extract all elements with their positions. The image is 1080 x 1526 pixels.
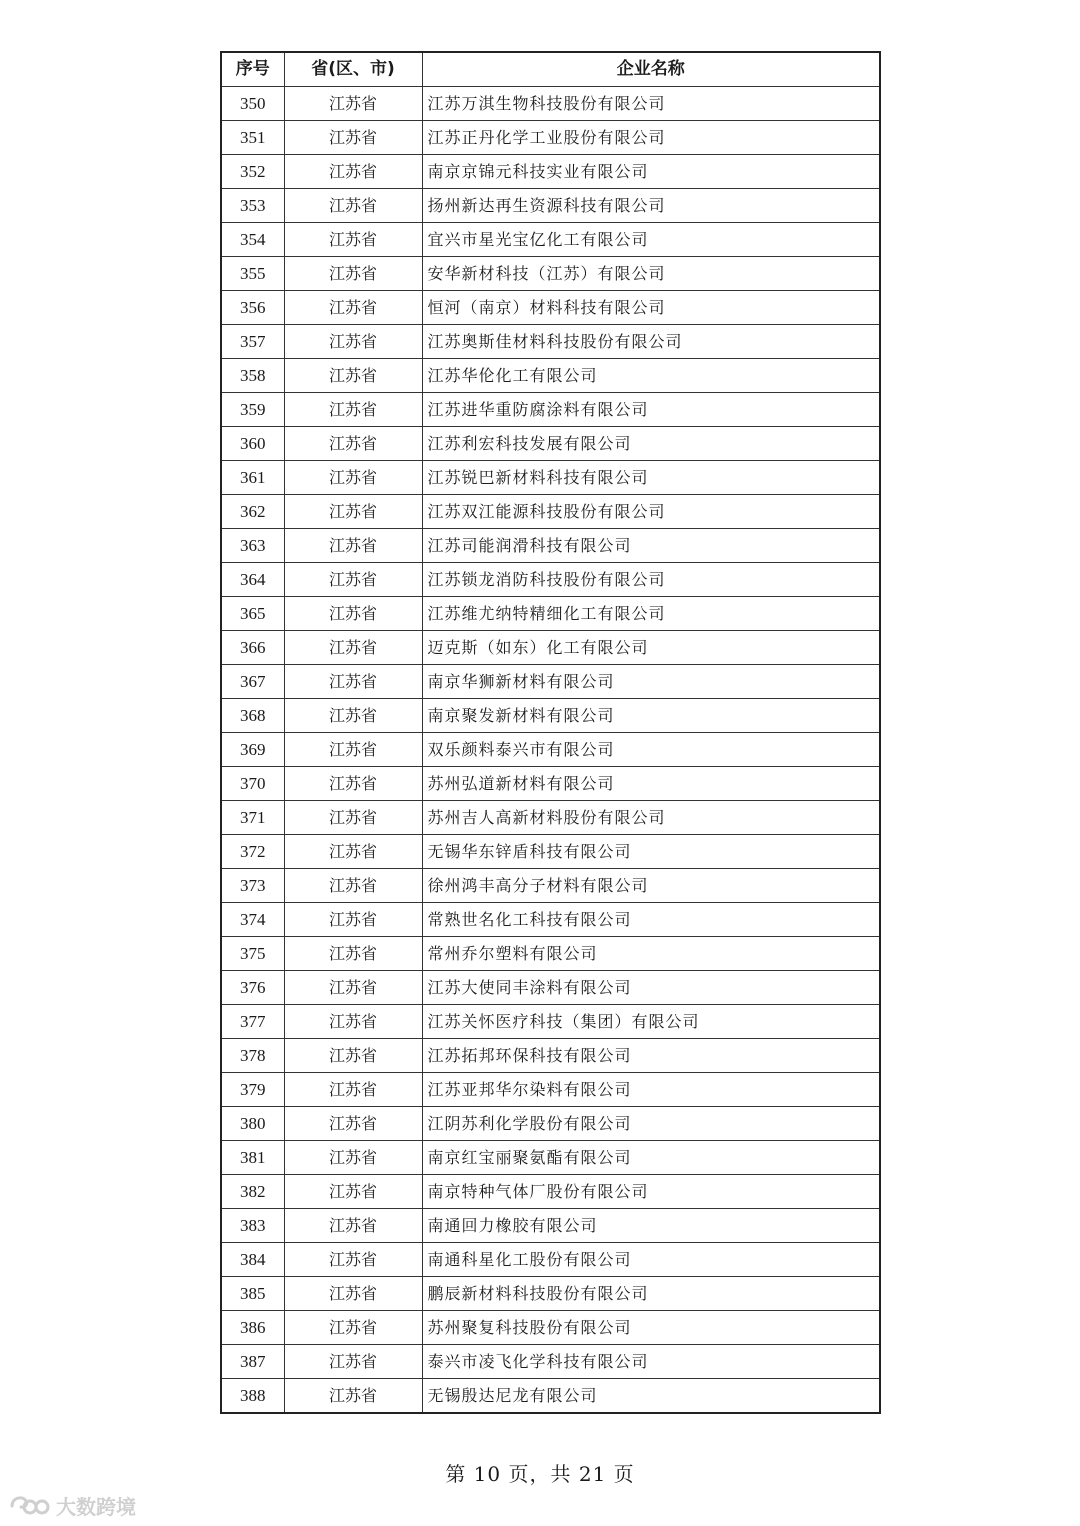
cell-serial-number: 352 — [221, 155, 284, 189]
cell-province: 江苏省 — [284, 835, 422, 869]
table-row — [221, 393, 880, 427]
cell-serial-number: 353 — [221, 189, 284, 223]
cell-company-name: 南京聚发新材料有限公司 — [422, 699, 880, 733]
cell-serial-number: 377 — [221, 1005, 284, 1039]
page-number-footer: 第 10 页，共 21 页 — [445, 1462, 635, 1486]
cell-serial-number: 355 — [221, 257, 284, 291]
cell-serial-number: 359 — [221, 393, 284, 427]
cell-province: 江苏省 — [284, 393, 422, 427]
cell-company-name: 泰兴市凌飞化学科技有限公司 — [422, 1345, 880, 1379]
table-row — [221, 1277, 880, 1311]
cell-serial-number: 379 — [221, 1073, 284, 1107]
cell-province: 江苏省 — [284, 903, 422, 937]
weibo-style-logo-icon — [8, 1492, 50, 1518]
cell-province: 江苏省 — [284, 1141, 422, 1175]
cell-serial-number: 368 — [221, 699, 284, 733]
cell-serial-number: 370 — [221, 767, 284, 801]
company-list-table-container — [220, 51, 879, 1414]
table-row — [221, 121, 880, 155]
cell-company-name: 安华新材科技（江苏）有限公司 — [422, 257, 880, 291]
cell-province: 江苏省 — [284, 1073, 422, 1107]
table-row — [221, 801, 880, 835]
cell-company-name: 鹏辰新材料科技股份有限公司 — [422, 1277, 880, 1311]
cell-province: 江苏省 — [284, 325, 422, 359]
table-row — [221, 495, 880, 529]
table-row — [221, 359, 880, 393]
table-row — [221, 597, 880, 631]
table-row — [221, 971, 880, 1005]
cell-serial-number: 380 — [221, 1107, 284, 1141]
cell-serial-number: 388 — [221, 1379, 284, 1414]
cell-serial-number: 374 — [221, 903, 284, 937]
table-row — [221, 87, 880, 121]
cell-province: 江苏省 — [284, 1107, 422, 1141]
table-row — [221, 257, 880, 291]
cell-company-name: 江苏锐巴新材料科技有限公司 — [422, 461, 880, 495]
cell-serial-number: 361 — [221, 461, 284, 495]
header-province: 省(区、市) — [284, 52, 422, 87]
cell-company-name: 江苏万淇生物科技股份有限公司 — [422, 87, 880, 121]
cell-province: 江苏省 — [284, 665, 422, 699]
cell-company-name: 常州乔尔塑料有限公司 — [422, 937, 880, 971]
cell-company-name: 扬州新达再生资源科技有限公司 — [422, 189, 880, 223]
table-header — [221, 52, 880, 87]
table-row — [221, 937, 880, 971]
watermark — [8, 1490, 136, 1520]
table-row — [221, 1209, 880, 1243]
cell-serial-number: 371 — [221, 801, 284, 835]
table-row — [221, 461, 880, 495]
cell-province: 江苏省 — [284, 495, 422, 529]
table-row — [221, 1311, 880, 1345]
table-row — [221, 733, 880, 767]
table-row — [221, 1243, 880, 1277]
cell-province: 江苏省 — [284, 155, 422, 189]
company-list-table — [220, 51, 881, 1414]
cell-serial-number: 381 — [221, 1141, 284, 1175]
cell-province: 江苏省 — [284, 87, 422, 121]
cell-serial-number: 354 — [221, 223, 284, 257]
cell-company-name: 江苏双江能源科技股份有限公司 — [422, 495, 880, 529]
table-row — [221, 631, 880, 665]
cell-serial-number: 373 — [221, 869, 284, 903]
cell-company-name: 江苏维尤纳特精细化工有限公司 — [422, 597, 880, 631]
cell-province: 江苏省 — [284, 1209, 422, 1243]
cell-province: 江苏省 — [284, 257, 422, 291]
cell-company-name: 江苏亚邦华尔染料有限公司 — [422, 1073, 880, 1107]
table-row — [221, 155, 880, 189]
cell-company-name: 双乐颜料泰兴市有限公司 — [422, 733, 880, 767]
cell-serial-number: 376 — [221, 971, 284, 1005]
cell-province: 江苏省 — [284, 291, 422, 325]
table-row — [221, 1107, 880, 1141]
table-row — [221, 1345, 880, 1379]
cell-company-name: 江苏进华重防腐涂料有限公司 — [422, 393, 880, 427]
cell-serial-number: 365 — [221, 597, 284, 631]
cell-province: 江苏省 — [284, 121, 422, 155]
cell-company-name: 苏州吉人高新材料股份有限公司 — [422, 801, 880, 835]
cell-company-name: 无锡华东锌盾科技有限公司 — [422, 835, 880, 869]
cell-company-name: 江苏华伦化工有限公司 — [422, 359, 880, 393]
table-row — [221, 1073, 880, 1107]
cell-company-name: 南通回力橡胶有限公司 — [422, 1209, 880, 1243]
cell-serial-number: 363 — [221, 529, 284, 563]
table-row — [221, 189, 880, 223]
cell-company-name: 江苏正丹化学工业股份有限公司 — [422, 121, 880, 155]
cell-serial-number: 378 — [221, 1039, 284, 1073]
cell-serial-number: 382 — [221, 1175, 284, 1209]
cell-company-name: 苏州聚复科技股份有限公司 — [422, 1311, 880, 1345]
cell-serial-number: 387 — [221, 1345, 284, 1379]
cell-province: 江苏省 — [284, 767, 422, 801]
table-row — [221, 325, 880, 359]
cell-company-name: 恒河（南京）材料科技有限公司 — [422, 291, 880, 325]
cell-company-name: 南通科星化工股份有限公司 — [422, 1243, 880, 1277]
cell-serial-number: 350 — [221, 87, 284, 121]
cell-province: 江苏省 — [284, 1379, 422, 1414]
cell-province: 江苏省 — [284, 869, 422, 903]
cell-province: 江苏省 — [284, 1175, 422, 1209]
cell-province: 江苏省 — [284, 801, 422, 835]
table-row — [221, 767, 880, 801]
cell-serial-number: 367 — [221, 665, 284, 699]
header-company-name: 企业名称 — [422, 52, 880, 87]
cell-company-name: 江苏锁龙消防科技股份有限公司 — [422, 563, 880, 597]
cell-company-name: 江苏拓邦环保科技有限公司 — [422, 1039, 880, 1073]
table-body — [221, 87, 880, 1414]
cell-province: 江苏省 — [284, 427, 422, 461]
table-row — [221, 1379, 880, 1414]
cell-province: 江苏省 — [284, 359, 422, 393]
cell-province: 江苏省 — [284, 971, 422, 1005]
table-row — [221, 427, 880, 461]
table-row — [221, 529, 880, 563]
table-row — [221, 835, 880, 869]
cell-company-name: 南京特种气体厂股份有限公司 — [422, 1175, 880, 1209]
cell-company-name: 江苏司能润滑科技有限公司 — [422, 529, 880, 563]
cell-serial-number: 366 — [221, 631, 284, 665]
cell-serial-number: 385 — [221, 1277, 284, 1311]
cell-company-name: 江阴苏利化学股份有限公司 — [422, 1107, 880, 1141]
cell-province: 江苏省 — [284, 1311, 422, 1345]
cell-company-name: 江苏大使同丰涂料有限公司 — [422, 971, 880, 1005]
table-row — [221, 869, 880, 903]
table-row — [221, 903, 880, 937]
cell-company-name: 苏州弘道新材料有限公司 — [422, 767, 880, 801]
table-row — [221, 563, 880, 597]
cell-province: 江苏省 — [284, 937, 422, 971]
header-serial-number: 序号 — [221, 52, 284, 87]
cell-serial-number: 364 — [221, 563, 284, 597]
cell-province: 江苏省 — [284, 529, 422, 563]
cell-province: 江苏省 — [284, 597, 422, 631]
cell-company-name: 江苏关怀医疗科技（集团）有限公司 — [422, 1005, 880, 1039]
table-row — [221, 1005, 880, 1039]
watermark-text: 大数跨境 — [56, 1494, 136, 1519]
cell-serial-number: 372 — [221, 835, 284, 869]
table-row — [221, 665, 880, 699]
cell-serial-number: 357 — [221, 325, 284, 359]
cell-serial-number: 384 — [221, 1243, 284, 1277]
cell-province: 江苏省 — [284, 631, 422, 665]
cell-province: 江苏省 — [284, 733, 422, 767]
cell-province: 江苏省 — [284, 699, 422, 733]
cell-province: 江苏省 — [284, 1277, 422, 1311]
cell-company-name: 南京华狮新材料有限公司 — [422, 665, 880, 699]
cell-province: 江苏省 — [284, 461, 422, 495]
cell-serial-number: 375 — [221, 937, 284, 971]
cell-serial-number: 358 — [221, 359, 284, 393]
cell-company-name: 徐州鸿丰高分子材料有限公司 — [422, 869, 880, 903]
cell-province: 江苏省 — [284, 1039, 422, 1073]
cell-serial-number: 369 — [221, 733, 284, 767]
cell-province: 江苏省 — [284, 1243, 422, 1277]
cell-serial-number: 360 — [221, 427, 284, 461]
cell-province: 江苏省 — [284, 1345, 422, 1379]
cell-province: 江苏省 — [284, 563, 422, 597]
cell-company-name: 宜兴市星光宝亿化工有限公司 — [422, 223, 880, 257]
cell-company-name: 江苏利宏科技发展有限公司 — [422, 427, 880, 461]
cell-company-name: 江苏奥斯佳材料科技股份有限公司 — [422, 325, 880, 359]
cell-company-name: 无锡殷达尼龙有限公司 — [422, 1379, 880, 1414]
cell-company-name: 南京京锦元科技实业有限公司 — [422, 155, 880, 189]
table-row — [221, 1039, 880, 1073]
table-row — [221, 1141, 880, 1175]
table-row — [221, 1175, 880, 1209]
cell-province: 江苏省 — [284, 223, 422, 257]
table-row — [221, 699, 880, 733]
cell-company-name: 迈克斯（如东）化工有限公司 — [422, 631, 880, 665]
cell-serial-number: 362 — [221, 495, 284, 529]
cell-serial-number: 356 — [221, 291, 284, 325]
cell-serial-number: 351 — [221, 121, 284, 155]
cell-serial-number: 386 — [221, 1311, 284, 1345]
cell-company-name: 常熟世名化工科技有限公司 — [422, 903, 880, 937]
cell-province: 江苏省 — [284, 1005, 422, 1039]
table-row — [221, 223, 880, 257]
header-row — [221, 52, 880, 87]
cell-province: 江苏省 — [284, 189, 422, 223]
table-row — [221, 291, 880, 325]
cell-company-name: 南京红宝丽聚氨酯有限公司 — [422, 1141, 880, 1175]
cell-serial-number: 383 — [221, 1209, 284, 1243]
